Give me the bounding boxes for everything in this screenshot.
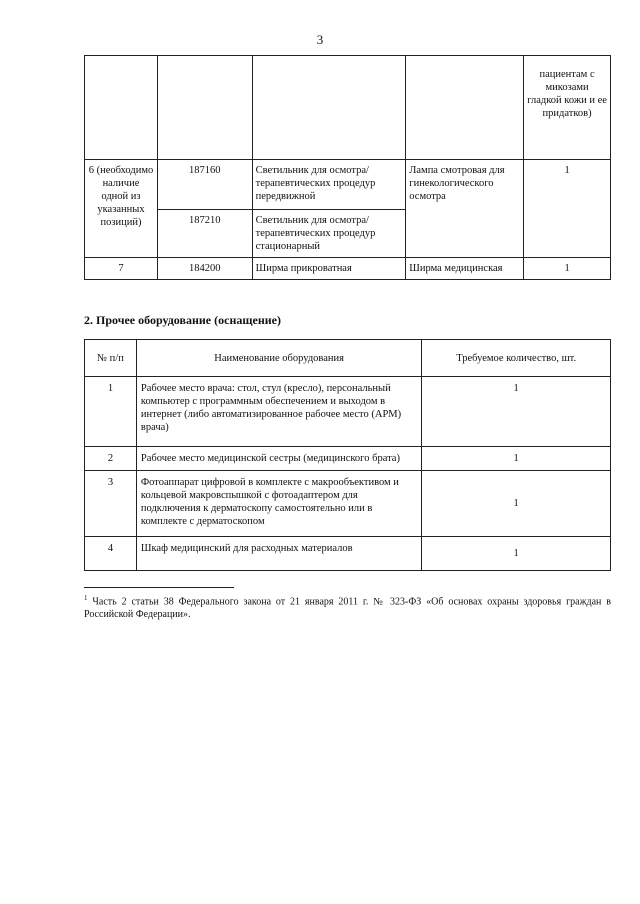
quantity: 1 [422,447,611,471]
equipment-name: Рабочее место врача: стол, стул (кресло), персональный компьютер с программным обеспечением и выходом в интернет (либо автоматизированное рабочее место (АРМ) врача) [136,377,421,447]
product-name: Светильник для осмотра/терапевтических процедур передвижной [252,160,406,210]
equipment-name: Лампа смотровая для гинекологического осмотра [406,160,524,258]
quantity: 1 [422,377,611,447]
quantity: 1 [524,258,611,280]
row-number: 2 [85,447,137,471]
product-code: 184200 [157,258,252,280]
table-row [85,160,611,210]
continuation-text: пациентам с микозами гладкой кожи и ее придатков) [527,69,607,119]
row-number: 3 [85,471,137,537]
quantity: 1 [422,471,611,537]
page-number: 3 [316,32,324,47]
footnote [84,592,611,621]
footnote-marker: 1 [84,594,88,602]
quantity: 1 [524,160,611,258]
row-number: 6 (необходимо наличие одной из указанных позиций) [85,160,158,258]
equipment-name: Фотоаппарат цифровой в комплекте с макрообъективом и кольцевой макровспышкой с фотоадаптером для подключения к дерматоскопу самостоятельно или в комплекте с дерматоскопом [136,471,421,537]
equipment-name: Рабочее место медицинской сестры (медицинского брата) [136,447,421,471]
table-cell-continuation [524,56,611,160]
header-quantity: Требуемое количество, шт. [422,340,611,377]
equipment-name: Ширма медицинская [406,258,524,280]
table-row [85,56,611,160]
header-name: Наименование оборудования [136,340,421,377]
table-row [85,377,611,447]
product-code: 187160 [157,160,252,210]
footnote-divider [84,587,234,588]
quantity: 1 [422,537,611,571]
product-name: Светильник для осмотра/терапевтических процедур стационарный [252,210,406,258]
section-title: 2. Прочее оборудование (оснащение) [84,313,281,327]
row-number: 7 [85,258,158,280]
table-row [85,258,611,280]
equipment-table-continued [84,55,611,280]
header-number: № п/п [85,340,137,377]
table-cell [157,56,252,160]
footnote-text: Часть 2 статьи 38 Федерального закона от 21 января 2011 г. № 323-ФЗ «Об основах охраны здоровья граждан в Российской Федерации». [84,596,612,621]
table-row [85,447,611,471]
table-row [85,471,611,537]
table-header-row [85,340,611,377]
product-code: 187210 [157,210,252,258]
product-name: Ширма прикроватная [252,258,406,280]
other-equipment-table [84,339,611,571]
equipment-name: Шкаф медицинский для расходных материалов [136,537,421,571]
table-cell [252,56,406,160]
row-number: 1 [85,377,137,447]
table-cell [406,56,524,160]
table-row [85,537,611,571]
table-cell [85,56,158,160]
row-number: 4 [85,537,137,571]
